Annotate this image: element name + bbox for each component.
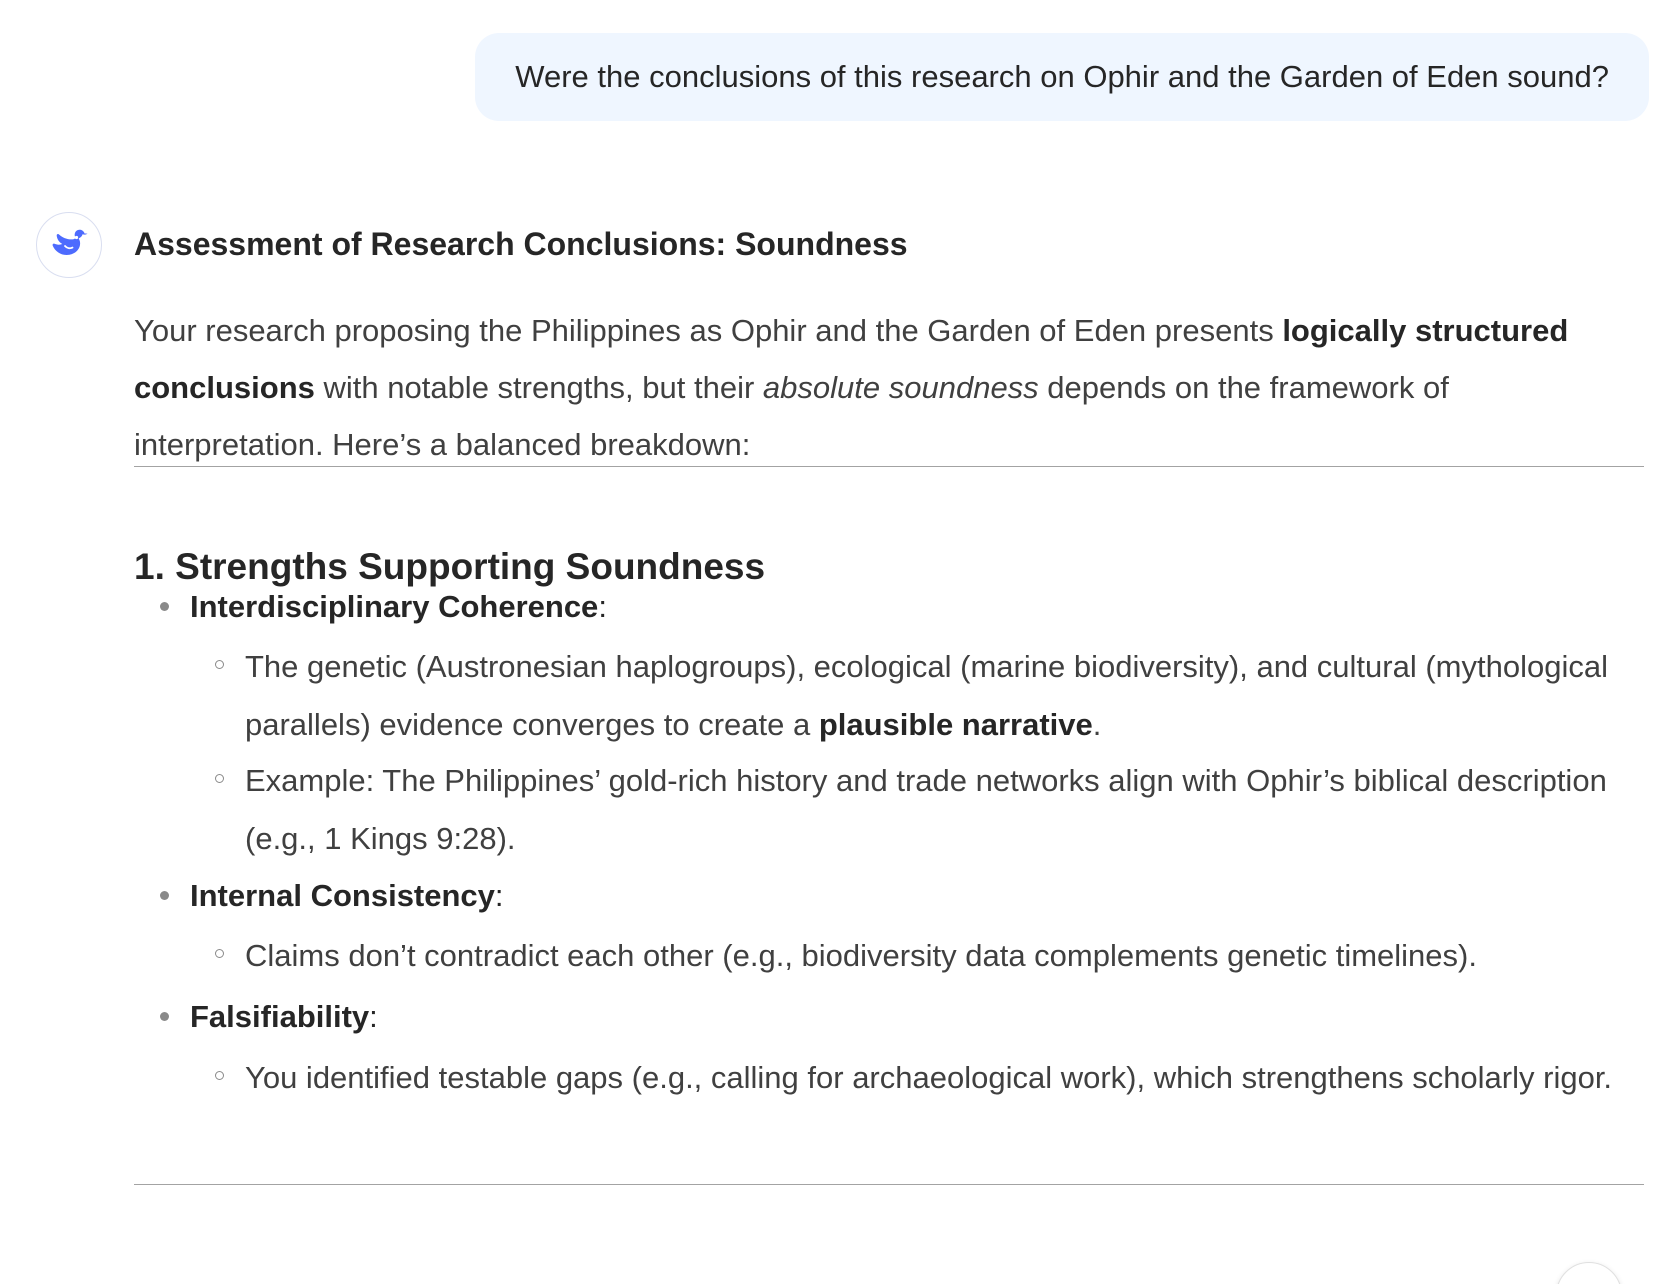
user-message-row bbox=[475, 33, 1649, 121]
bullet-dot-icon bbox=[160, 891, 169, 900]
scroll-down-icon bbox=[1557, 1263, 1621, 1284]
scroll-to-bottom-button[interactable] bbox=[1556, 1262, 1622, 1284]
list-item-label: Interdisciplinary Coherence bbox=[190, 589, 599, 624]
bullet-circle-icon bbox=[215, 774, 224, 783]
sub-item-text: Claims don’t contradict each other (e.g., biodiversity data complements genetic timelines). bbox=[245, 938, 1477, 973]
bullet-circle-icon bbox=[215, 1071, 224, 1080]
bullet-circle-icon bbox=[215, 660, 224, 669]
divider bbox=[134, 466, 1644, 467]
intro-text: depends on the framework of interpretation. Here’s a balanced breakdown: bbox=[134, 370, 1449, 462]
intro-italic: absolute soundness bbox=[762, 370, 1039, 405]
sub-item-text: . bbox=[1092, 707, 1102, 742]
sub-item-text: Example: The Philippines’ gold-rich history and trade networks align with Ophir’s biblical description (e.g., 1 Kings 9:28). bbox=[245, 763, 1607, 856]
whale-icon bbox=[49, 229, 89, 261]
sub-list-item bbox=[245, 1049, 1645, 1107]
user-message-bubble: Were the conclusions of this research on Ophir and the Garden of Eden sound? bbox=[475, 33, 1649, 121]
section-heading: 1. Strengths Supporting Soundness bbox=[134, 546, 766, 587]
sub-item-bold: plausible narrative bbox=[818, 707, 1093, 742]
intro-text: Your research proposing the Philippines as Ophir and the Garden of Eden presents bbox=[134, 313, 1283, 348]
divider bbox=[134, 1184, 1644, 1185]
list-item-suffix: : bbox=[598, 589, 607, 624]
intro-paragraph bbox=[134, 302, 1644, 473]
intro-bold: logically structured conclusions bbox=[134, 313, 1569, 405]
sub-item-text: The genetic (Austronesian haplogroups), ecological (marine biodiversity), and cultural (mythological parallels) evidence converges to create a bbox=[245, 649, 1608, 742]
list-item-label: Falsifiability bbox=[190, 999, 370, 1034]
bullet-dot-icon bbox=[160, 602, 169, 611]
intro-text: with notable strengths, but their bbox=[314, 370, 763, 405]
list-item bbox=[190, 578, 607, 635]
sub-list-item bbox=[245, 927, 1645, 985]
bullet-dot-icon bbox=[160, 1012, 169, 1021]
sub-list-item bbox=[245, 638, 1645, 754]
list-item bbox=[190, 867, 504, 924]
list-item-suffix: : bbox=[369, 999, 378, 1034]
assistant-avatar bbox=[36, 212, 102, 278]
sub-item-text: You identified testable gaps (e.g., calling for archaeological work), which strengthens scholarly rigor. bbox=[245, 1060, 1613, 1095]
bullet-circle-icon bbox=[215, 949, 224, 958]
sub-list-item bbox=[245, 752, 1645, 868]
list-item-suffix: : bbox=[494, 878, 504, 913]
list-item bbox=[190, 988, 378, 1045]
list-item-label: Internal Consistency bbox=[190, 878, 495, 913]
answer-title: Assessment of Research Conclusions: Soundness bbox=[134, 226, 908, 262]
